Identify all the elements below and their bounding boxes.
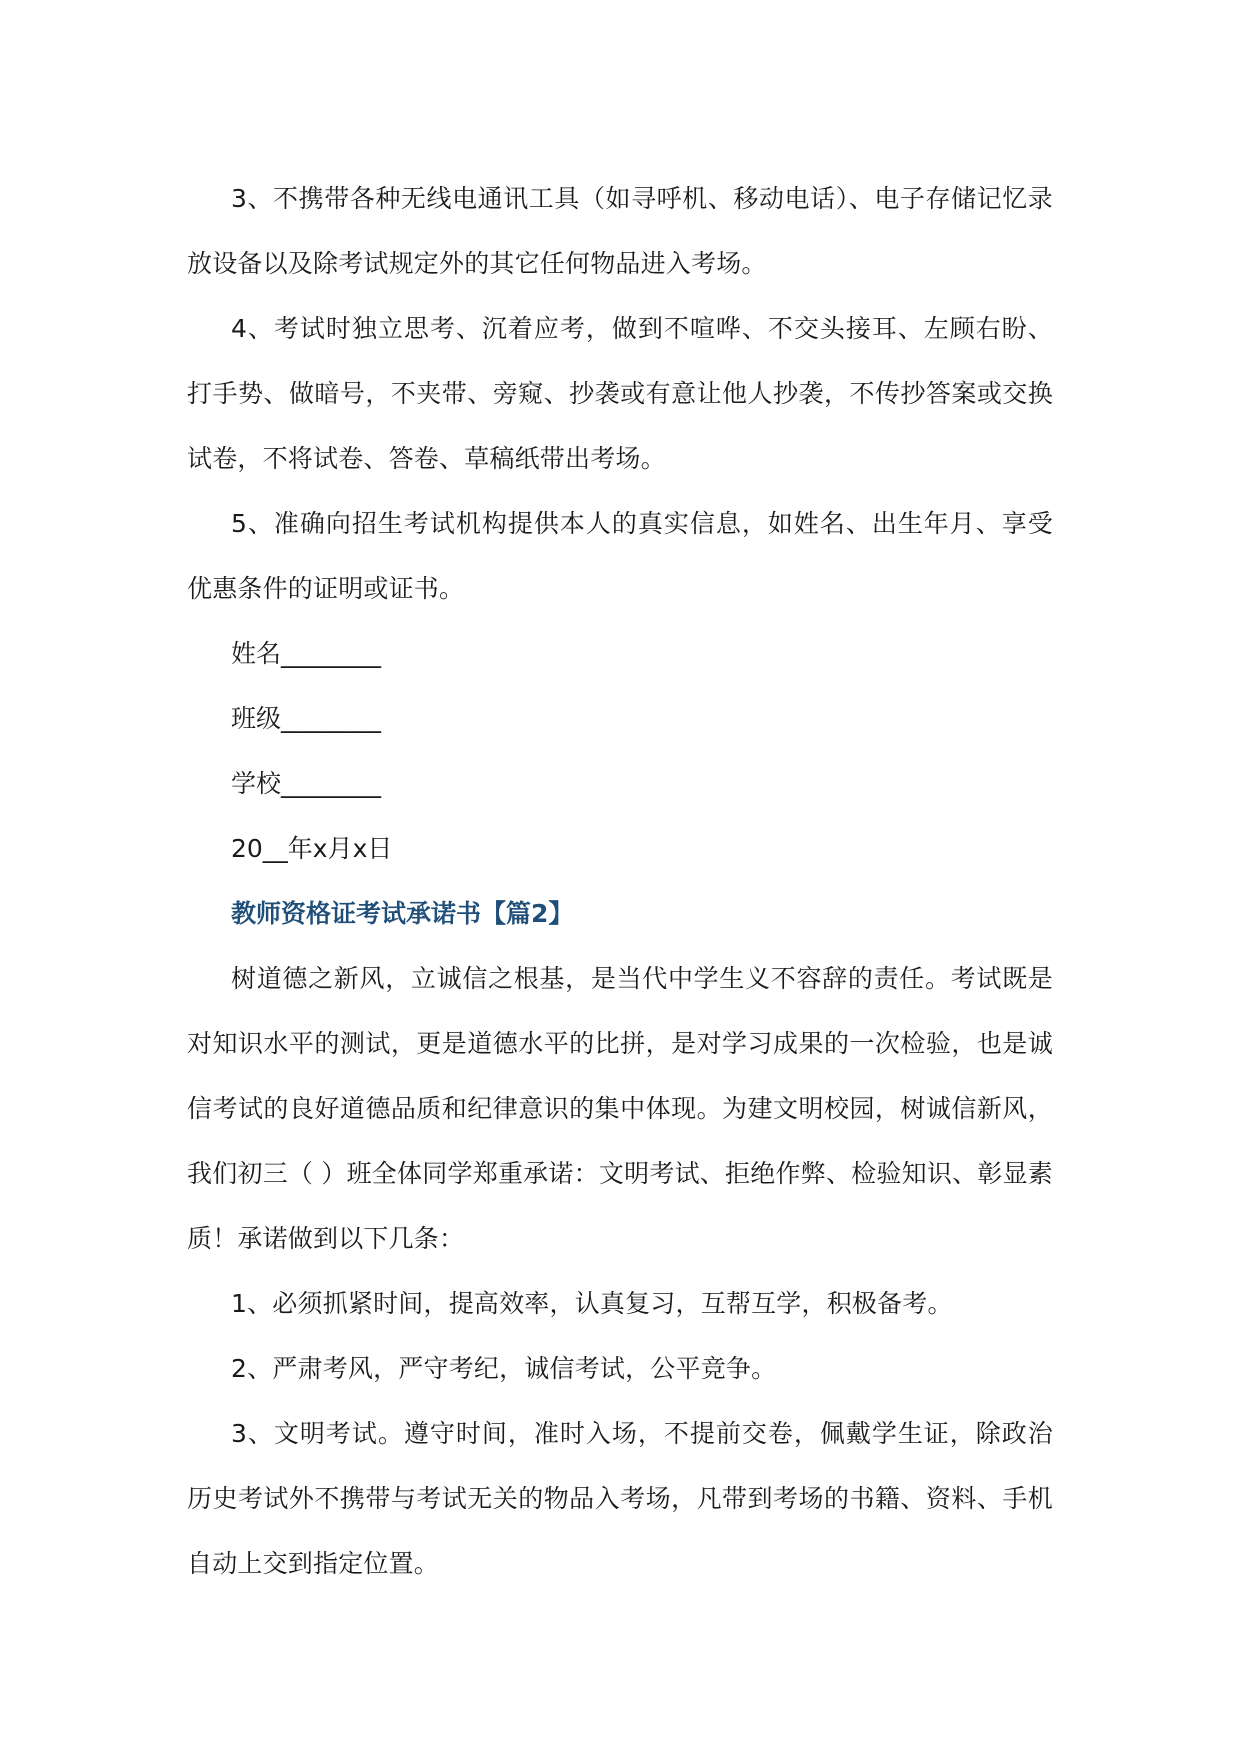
pledge-item-4: 4、考试时独立思考、沉着应考，做到不喧哗、不交头接耳、左顾右盼、打手势、做暗号，不夹带、旁窥、抄袭或有意让他人抄袭，不传抄答案或交换试卷，不将试卷、答卷、草稿纸带出考场。 (187, 314, 1053, 473)
commitment-item-3: 3、文明考试。遵守时间，准时入场，不提前交卷，佩戴学生证，除政治历史考试外不携带与考试无关的物品入考场，凡带到考场的书籍、资料、手机自动上交到指定位置。 (187, 1419, 1053, 1578)
pledge-item-3: 3、不携带各种无线电通讯工具（如寻呼机、移动电话）、电子存储记忆录放设备以及除考试规定外的其它任何物品进入考场。 (187, 184, 1053, 278)
date-field: 20__年x月x日 (231, 834, 393, 863)
commitment-item-1: 1、必须抓紧时间，提高效率，认真复习，互帮互学，积极备考。 (231, 1289, 953, 1318)
class-field: 班级________ (231, 704, 382, 733)
name-field: 姓名________ (231, 639, 382, 668)
commitment-item-2: 2、严肃考风，严守考纪，诚信考试，公平竞争。 (231, 1354, 777, 1383)
document-body (187, 166, 1053, 1596)
section-heading: 教师资格证考试承诺书【篇2】 (231, 899, 574, 928)
intro-paragraph: 树道德之新风，立诚信之根基，是当代中学生义不容辞的责任。考试既是对知识水平的测试，更是道德水平的比拼，是对学习成果的一次检验，也是诚信考试的良好道德品质和纪律意识的集中体现。为建文明校园，树诚信新风，我们初三（ ）班全体同学郑重承诺：文明考试、拒绝作弊、检验知识、彰显素质！承诺做到以下几条： (187, 964, 1053, 1253)
school-field: 学校________ (231, 769, 382, 798)
pledge-item-5: 5、准确向招生考试机构提供本人的真实信息，如姓名、出生年月、享受优惠条件的证明或证书。 (187, 509, 1053, 603)
